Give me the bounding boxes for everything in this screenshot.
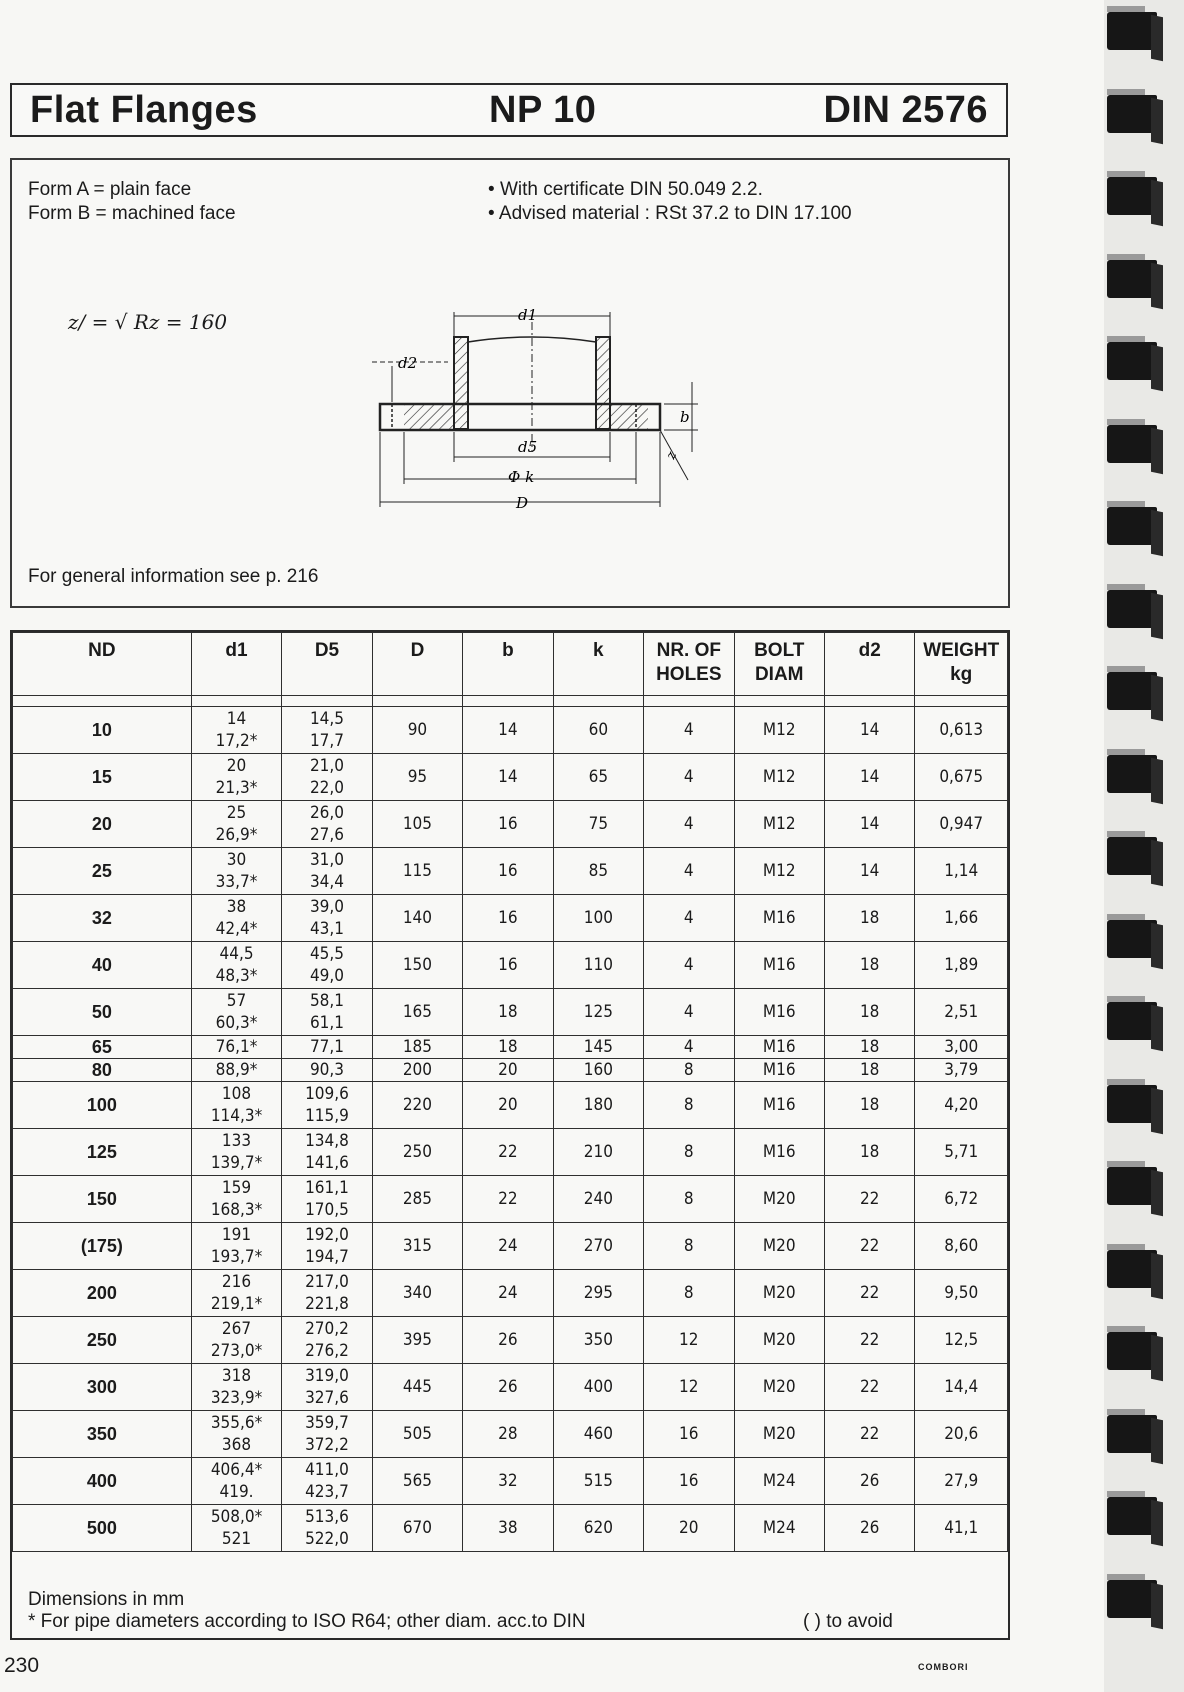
table-row (13, 848, 1008, 895)
title-bar (10, 83, 1008, 137)
table-row (13, 1036, 1008, 1059)
binding-ring (1107, 1079, 1169, 1127)
binding-ring (1107, 89, 1169, 137)
table-cell: 267 273,0* (191, 1317, 281, 1364)
table-row (13, 801, 1008, 848)
table-cell: 18 (463, 989, 553, 1036)
table-cell: 1,89 (915, 942, 1008, 989)
binding-ring (1107, 996, 1169, 1044)
table-cell: 192,0 194,7 (282, 1223, 372, 1270)
table-cell: 65 (553, 754, 643, 801)
binding-ring (1107, 1491, 1169, 1539)
binding-ring (1107, 6, 1169, 54)
table-cell: 18 (824, 1036, 914, 1059)
label-D: D (516, 494, 529, 512)
table-cell: 22 (824, 1411, 914, 1458)
table-cell: 26 (463, 1364, 553, 1411)
table-cell: 180 (553, 1082, 643, 1129)
table-cell: 14 (824, 754, 914, 801)
column-header: ND (13, 633, 192, 696)
brand-logo: COMBORI (918, 1662, 969, 1672)
table-cell: 200 (13, 1270, 192, 1317)
table-cell: 285 (372, 1176, 462, 1223)
table-cell: 20 (463, 1059, 553, 1082)
table-cell: 250 (13, 1317, 192, 1364)
table-cell: 26 (824, 1458, 914, 1505)
table-cell: 220 (372, 1082, 462, 1129)
table-cell: 76,1* (191, 1036, 281, 1059)
table-cell: 14 (824, 848, 914, 895)
table-cell: 27,9 (915, 1458, 1008, 1505)
table-row (13, 754, 1008, 801)
table-cell: 295 (553, 1270, 643, 1317)
table-cell: 32 (13, 895, 192, 942)
info-bullets (488, 178, 852, 226)
table-cell: 39,0 43,1 (282, 895, 372, 942)
table-cell: 88,9* (191, 1059, 281, 1082)
table-cell: 515 (553, 1458, 643, 1505)
table-cell: 140 (372, 895, 462, 942)
table-cell: 505 (372, 1411, 462, 1458)
table-cell: 565 (372, 1458, 462, 1505)
general-info-note: For general information see p. 216 (28, 566, 319, 587)
table-cell: 10 (13, 707, 192, 754)
table-cell: 395 (372, 1317, 462, 1364)
table-cell: 15 (13, 754, 192, 801)
table-cell: 100 (13, 1082, 192, 1129)
table-cell: 161,1 170,5 (282, 1176, 372, 1223)
table-cell: 85 (553, 848, 643, 895)
table-cell: 508,0* 521 (191, 1505, 281, 1552)
table-cell: 18 (824, 895, 914, 942)
table-cell: 445 (372, 1364, 462, 1411)
table-cell: M12 (734, 754, 824, 801)
table-cell: 300 (13, 1364, 192, 1411)
table-cell: 355,6* 368 (191, 1411, 281, 1458)
table-cell: 191 193,7* (191, 1223, 281, 1270)
table-cell: M24 (734, 1505, 824, 1552)
table-cell: 185 (372, 1036, 462, 1059)
table-cell: 20 (13, 801, 192, 848)
table-cell: 115 (372, 848, 462, 895)
binding-ring (1107, 1409, 1169, 1457)
table-cell: 14,5 17,7 (282, 707, 372, 754)
table-cell: 100 (553, 895, 643, 942)
flange-hatch-right (610, 405, 648, 429)
table-cell: 105 (372, 801, 462, 848)
binding-ring (1107, 831, 1169, 879)
table-cell: 18 (824, 1059, 914, 1082)
binding-ring (1107, 419, 1169, 467)
binding-ring (1107, 749, 1169, 797)
table-cell: M16 (734, 942, 824, 989)
table-cell: 4 (644, 754, 734, 801)
table-cell: 38 (463, 1505, 553, 1552)
table-cell: 21,0 22,0 (282, 754, 372, 801)
table-cell: M20 (734, 1223, 824, 1270)
binding-ring (1107, 1326, 1169, 1374)
table-cell: 14 (463, 754, 553, 801)
binding-ring (1107, 171, 1169, 219)
pipe-wall-right (596, 337, 610, 429)
table-cell: 4 (644, 895, 734, 942)
table-cell: 620 (553, 1505, 643, 1552)
table-cell: 26,0 27,6 (282, 801, 372, 848)
binding-ring (1107, 1161, 1169, 1209)
label-d5: d5 (518, 438, 538, 456)
table-cell: 95 (372, 754, 462, 801)
table-cell: 165 (372, 989, 462, 1036)
table-cell: 108 114,3* (191, 1082, 281, 1129)
pressure-rating: NP 10 (489, 89, 597, 131)
table-cell: 24 (463, 1270, 553, 1317)
table-cell: 16 (463, 895, 553, 942)
table-cell: 359,7 372,2 (282, 1411, 372, 1458)
column-header: BOLT DIAM (734, 633, 824, 696)
table-row (13, 707, 1008, 754)
table-cell: 2,51 (915, 989, 1008, 1036)
column-header: D (372, 633, 462, 696)
table-cell: 16 (463, 848, 553, 895)
table-row (13, 1270, 1008, 1317)
table-row (13, 1364, 1008, 1411)
table-cell: 32 (463, 1458, 553, 1505)
table-cell: 318 323,9* (191, 1364, 281, 1411)
table-cell: M12 (734, 801, 824, 848)
table-cell: 8 (644, 1082, 734, 1129)
table-cell: 4 (644, 1036, 734, 1059)
table-cell: 38 42,4* (191, 895, 281, 942)
table-cell: M12 (734, 848, 824, 895)
column-header: WEIGHT kg (915, 633, 1008, 696)
table-footnotes (28, 1589, 893, 1633)
binding-ring (1107, 336, 1169, 384)
table-cell: 0,675 (915, 754, 1008, 801)
table-cell: 14,4 (915, 1364, 1008, 1411)
label-z: z (663, 449, 681, 462)
table-cell: 12 (644, 1364, 734, 1411)
column-header: d1 (191, 633, 281, 696)
page-title: Flat Flanges (30, 89, 258, 131)
table-cell: 133 139,7* (191, 1129, 281, 1176)
table-cell: 8 (644, 1059, 734, 1082)
table-cell: 159 168,3* (191, 1176, 281, 1223)
table-cell: 411,0 423,7 (282, 1458, 372, 1505)
table-cell: 58,1 61,1 (282, 989, 372, 1036)
table-cell: 22 (824, 1364, 914, 1411)
table-cell: 0,613 (915, 707, 1008, 754)
table-cell: 150 (13, 1176, 192, 1223)
table-cell: 315 (372, 1223, 462, 1270)
flange-hatch-left (404, 405, 454, 429)
table-cell: 319,0 327,6 (282, 1364, 372, 1411)
table-cell: 8,60 (915, 1223, 1008, 1270)
table-cell: 26 (824, 1505, 914, 1552)
certificate-text: • With certificate DIN 50.049 2.2. (488, 178, 852, 202)
table-cell: 250 (372, 1129, 462, 1176)
table-cell: 110 (553, 942, 643, 989)
table-cell: 670 (372, 1505, 462, 1552)
table-cell: 3,00 (915, 1036, 1008, 1059)
table-cell: 210 (553, 1129, 643, 1176)
table-cell: 44,5 48,3* (191, 942, 281, 989)
table-cell: 400 (13, 1458, 192, 1505)
table-cell: 41,1 (915, 1505, 1008, 1552)
table-cell: M16 (734, 1129, 824, 1176)
table-cell: 460 (553, 1411, 643, 1458)
label-b: b (680, 408, 690, 426)
table-cell: M20 (734, 1270, 824, 1317)
table-cell: 217,0 221,8 (282, 1270, 372, 1317)
label-k: Φ k (508, 468, 535, 486)
table-cell: 25 (13, 848, 192, 895)
table-cell: 134,8 141,6 (282, 1129, 372, 1176)
table-cell: 16 (463, 801, 553, 848)
standard-number: DIN 2576 (823, 89, 988, 131)
table-cell: 6,72 (915, 1176, 1008, 1223)
table-cell: 145 (553, 1036, 643, 1059)
iso-note: * For pipe diameters according to ISO R64; other diam. acc.to DIN (28, 1611, 586, 1632)
table-cell: 26 (463, 1317, 553, 1364)
column-header: b (463, 633, 553, 696)
form-a-text: Form A = plain face (28, 179, 192, 200)
label-d1: d1 (518, 306, 538, 324)
table-cell: 22 (824, 1270, 914, 1317)
table-cell: 16 (644, 1411, 734, 1458)
table-cell: 125 (13, 1129, 192, 1176)
table-cell: 25 26,9* (191, 801, 281, 848)
table-cell: 3,79 (915, 1059, 1008, 1082)
table-cell: 12 (644, 1317, 734, 1364)
table-cell: M20 (734, 1364, 824, 1411)
dimensions-table (12, 632, 1008, 1552)
binding-ring (1107, 666, 1169, 714)
table-cell: 5,71 (915, 1129, 1008, 1176)
table-cell: 4 (644, 801, 734, 848)
table-cell: 150 (372, 942, 462, 989)
table-row (13, 989, 1008, 1036)
table-cell: M12 (734, 707, 824, 754)
flange-section-drawing (368, 302, 708, 532)
table-cell: 12,5 (915, 1317, 1008, 1364)
table-row (13, 1223, 1008, 1270)
table-cell: 4 (644, 942, 734, 989)
table-cell: 30 33,7* (191, 848, 281, 895)
table-cell: 500 (13, 1505, 192, 1552)
table-cell: M20 (734, 1176, 824, 1223)
roughness-symbol: z/ = √ Rz = 160 (68, 310, 228, 334)
binding-ring (1107, 1574, 1169, 1622)
label-d2: d2 (398, 354, 418, 372)
table-cell: 14 (463, 707, 553, 754)
table-row (13, 895, 1008, 942)
binding-ring (1107, 584, 1169, 632)
table-row (13, 1129, 1008, 1176)
binding-ring (1107, 914, 1169, 962)
column-header: k (553, 633, 643, 696)
table-cell: 270,2 276,2 (282, 1317, 372, 1364)
form-b-text: Form B = machined face (28, 203, 236, 224)
table-cell: 4 (644, 989, 734, 1036)
column-header: D5 (282, 633, 372, 696)
table-spacer-row (13, 696, 1008, 707)
table-cell: 109,6 115,9 (282, 1082, 372, 1129)
table-cell: 1,66 (915, 895, 1008, 942)
table-cell: M16 (734, 989, 824, 1036)
table-cell: 14 (824, 801, 914, 848)
table-row (13, 1176, 1008, 1223)
table-cell: 65 (13, 1036, 192, 1059)
table-cell: 125 (553, 989, 643, 1036)
table-cell: 24 (463, 1223, 553, 1270)
table-cell: 8 (644, 1129, 734, 1176)
table-cell: M16 (734, 1036, 824, 1059)
table-cell: 18 (824, 942, 914, 989)
table-cell: 22 (824, 1176, 914, 1223)
table-cell: M16 (734, 895, 824, 942)
pipe-wall-left (454, 337, 468, 429)
table-cell: 75 (553, 801, 643, 848)
table-cell: 1,14 (915, 848, 1008, 895)
table-cell: (175) (13, 1223, 192, 1270)
table-cell: M20 (734, 1411, 824, 1458)
table-cell: 4 (644, 707, 734, 754)
table-cell: 0,947 (915, 801, 1008, 848)
table-cell: 22 (824, 1223, 914, 1270)
table-cell: M24 (734, 1458, 824, 1505)
table-cell: 18 (824, 1129, 914, 1176)
table-cell: 28 (463, 1411, 553, 1458)
table-cell: M16 (734, 1059, 824, 1082)
table-row (13, 1505, 1008, 1552)
table-cell: 80 (13, 1059, 192, 1082)
table-cell: 18 (463, 1036, 553, 1059)
table-cell: 22 (463, 1176, 553, 1223)
table-row (13, 1059, 1008, 1082)
page-number: 230 (4, 1654, 40, 1677)
table-cell: 57 60,3* (191, 989, 281, 1036)
table-cell: 18 (824, 1082, 914, 1129)
table-cell: 20,6 (915, 1411, 1008, 1458)
material-text: • Advised material : RSt 37.2 to DIN 17.100 (488, 202, 852, 226)
column-header: d2 (824, 633, 914, 696)
dimensions-table-frame (10, 630, 1010, 1640)
table-cell: 270 (553, 1223, 643, 1270)
table-cell: 8 (644, 1270, 734, 1317)
table-cell: 77,1 (282, 1036, 372, 1059)
table-cell: 14 (824, 707, 914, 754)
table-cell: 350 (553, 1317, 643, 1364)
table-row (13, 1458, 1008, 1505)
table-cell: 20 (463, 1082, 553, 1129)
table-cell: 406,4* 419. (191, 1458, 281, 1505)
table-cell: 16 (463, 942, 553, 989)
table-cell: 340 (372, 1270, 462, 1317)
table-cell: 216 219,1* (191, 1270, 281, 1317)
table-cell: 200 (372, 1059, 462, 1082)
table-cell: 45,5 49,0 (282, 942, 372, 989)
table-cell: 20 (644, 1505, 734, 1552)
table-cell: 4,20 (915, 1082, 1008, 1129)
table-cell: M16 (734, 1082, 824, 1129)
table-row (13, 1317, 1008, 1364)
table-cell: 90 (372, 707, 462, 754)
table-cell: 20 21,3* (191, 754, 281, 801)
table-cell: 350 (13, 1411, 192, 1458)
table-cell: 22 (824, 1317, 914, 1364)
table-row (13, 1082, 1008, 1129)
info-box (10, 158, 1010, 608)
binding-ring (1107, 1244, 1169, 1292)
table-cell: 60 (553, 707, 643, 754)
column-header: NR. OF HOLES (644, 633, 734, 696)
table-cell: 400 (553, 1364, 643, 1411)
table-cell: 18 (824, 989, 914, 1036)
units-note: Dimensions in mm (28, 1589, 185, 1610)
table-cell: 50 (13, 989, 192, 1036)
table-cell: 16 (644, 1458, 734, 1505)
table-cell: 40 (13, 942, 192, 989)
table-cell: 31,0 34,4 (282, 848, 372, 895)
table-cell: 22 (463, 1129, 553, 1176)
table-cell: 9,50 (915, 1270, 1008, 1317)
avoid-note: ( ) to avoid (803, 1611, 893, 1632)
table-cell: 240 (553, 1176, 643, 1223)
table-row (13, 942, 1008, 989)
table-row (13, 1411, 1008, 1458)
form-descriptions (28, 178, 236, 226)
table-cell: 8 (644, 1223, 734, 1270)
table-cell: M20 (734, 1317, 824, 1364)
table-cell: 14 17,2* (191, 707, 281, 754)
table-cell: 160 (553, 1059, 643, 1082)
table-cell: 8 (644, 1176, 734, 1223)
table-cell: 513,6 522,0 (282, 1505, 372, 1552)
binding-ring (1107, 501, 1169, 549)
table-cell: 90,3 (282, 1059, 372, 1082)
binding-ring (1107, 254, 1169, 302)
table-header-row (13, 633, 1008, 696)
table-cell: 4 (644, 848, 734, 895)
